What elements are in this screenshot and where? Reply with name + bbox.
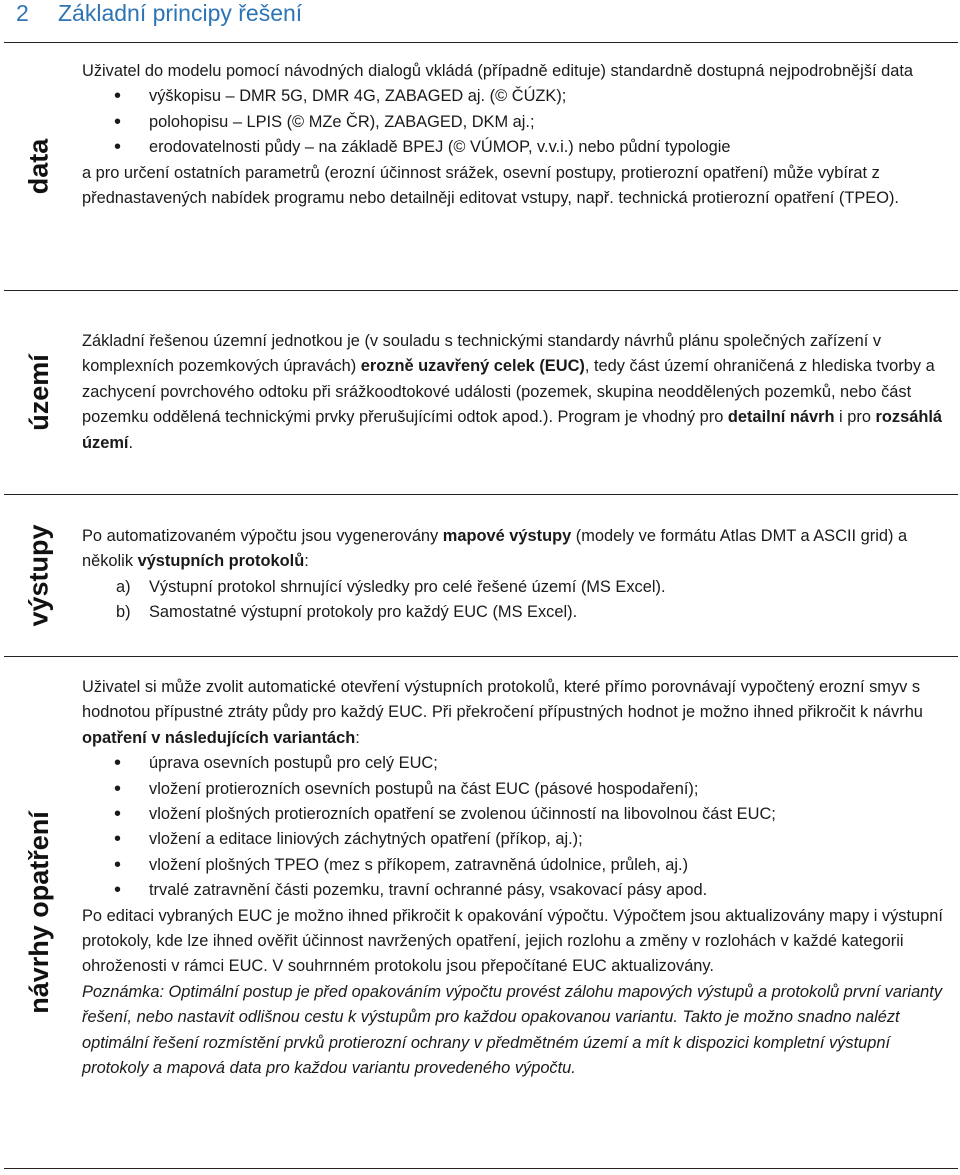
text-run: i pro [834,408,876,427]
list-item: • vložení plošných TPEO (mez s příkopem, zatravněná údolnice, průleh, aj.) [82,853,954,878]
side-label-navrhy [20,656,58,1168]
list-item: • úprava osevních postupů pro celý EUC; [82,751,954,776]
text-run: (modely ve formátu Atlas DMT a ASCII grid) a několik [82,527,908,571]
list-item: • vložení plošných protierozních opatření se zvolenou účinností na libovolnou část EUC; [82,802,954,827]
bold-text: erozně uzavřený celek (EUC) [360,357,585,376]
side-label-text: výstupy [23,523,54,627]
section-uzemi-body [82,329,954,456]
text-run: . [128,433,134,452]
bullet-list [82,751,954,903]
paragraph: a pro určení ostatních parametrů (erozní účinnost srážek, osevní postupy, protierozní opatření) může vybírat z přednastavených nabídek programu nebo detailněji editovat vstupy, např. technická protierozní opatření (TPEO). [82,163,899,208]
bold-text: rozsáhlá území [82,408,942,452]
side-label-data [20,42,58,290]
list-item-text: Samostatné výstupní protokoly pro každý EUC (MS Excel). [149,603,578,622]
list-item-text: Výstupní protokol shrnující výsledky pro celé řešené území (MS Excel). [149,577,666,596]
divider [4,42,958,43]
section-data-body [82,59,954,211]
list-item [82,600,954,625]
list-marker: a) [116,577,131,596]
paragraph: Uživatel do modelu pomocí návodných dialogů vkládá (případně edituje) standardně dostupná nejpodrobnější data [82,62,914,80]
note: Poznámka: Optimální postup je před opakováním výpočtu provést zálohu mapových výstupů a protokolů první varianty řešení, nebo nastavit odlišnou cestu k výstupům pro každou opakovanou variantu. Takto je možno snadno nalézt optimální řešení rozmístění prvků protierozní ochrany v předmětném území a mít k dispozici kompletní výstupní protokoly a mapová data pro každou variantu provedeného výpočtu. [82,982,943,1078]
text-run: : [304,552,309,571]
list-item: • trvalé zatravnění části pozemku, travní ochranné pásy, vsakovací pásy apod. [82,878,954,903]
list-item: • polohopisu – LPIS (© MZe ČR), ZABAGED, DKM aj.; [82,110,954,135]
bold-text: mapové výstupy [442,527,572,545]
section-number: 2 [16,0,29,26]
divider [4,656,958,657]
text-run: Po automatizovaném výpočtu jsou vygenerovány [82,527,443,545]
paragraph: Po editaci vybraných EUC je možno ihned přikročit k opakování výpočtu. Výpočtem jsou aktualizovány mapy i výstupní protokoly, kde lze ihned ověřit účinnost navržených opatření, jejich rozlohu a změny v rozlohách v každé kategorii ohroženosti v rámci EUC. V souhrnném protokolu jsou přepočítané EUC aktualizovány. [82,906,943,976]
list-marker: b) [116,603,131,622]
section-vystupy-body [82,524,954,626]
divider [4,494,958,495]
list-item: • vložení a editace liniových záchytných opatření (příkop, aj.); [82,827,954,852]
list-item: • vložení protierozních osevních postupů na část EUC (pásové hospodaření); [82,777,954,802]
lettered-list [82,575,954,626]
list-item: • výškopisu – DMR 5G, DMR 4G, ZABAGED aj. (© ČÚZK); [82,84,954,109]
paragraph [82,329,954,456]
section-navrhy-body [82,675,954,1082]
side-label-text: návrhy opatření [23,810,54,1014]
bold-text: opatření v následujících variantách [82,728,356,747]
bold-text: detailní návrh [727,408,835,427]
list-item [82,575,954,600]
text-run: , tedy část území ohraničená z hlediska tvorby a zachycení povrchového odtoku při srážkoodtokové události (pozemek, skupina neoddělených pozemků, nebo část pozemku oddělená technickými prvky přerušujícími odtok apod.). Program je vhodný pro [82,357,935,427]
bold-text: výstupních protokolů [137,552,305,571]
section-heading [16,0,302,30]
text-run: : [355,728,360,747]
section-title: Základní principy řešení [58,0,303,26]
side-label-uzemi [20,290,58,494]
paragraph [82,524,954,575]
side-label-text: území [23,353,54,431]
divider [4,290,958,291]
bullet-list [82,84,954,160]
side-label-vystupy [20,494,58,656]
list-item: • erodovatelnosti půdy – na základě BPEJ (© VÚMOP, v.v.i.) nebo půdní typologie [82,135,954,160]
paragraph [82,675,954,751]
text-run: Základní řešenou územní jednotkou je (v souladu s technickými standardy návrhů plánu společných zařízení v komplexních pozemkových úpravách) [82,332,882,376]
text-run: Uživatel si může zvolit automatické otevření výstupních protokolů, které přímo porovnávají vypočtený erozní smyv s hodnotou přípustné ztráty půdy pro každý EUC. Při překročení přípustných hodnot je možno ihned přikročit k návrhu [82,678,923,722]
divider [4,1168,958,1169]
side-label-text: data [23,138,54,194]
